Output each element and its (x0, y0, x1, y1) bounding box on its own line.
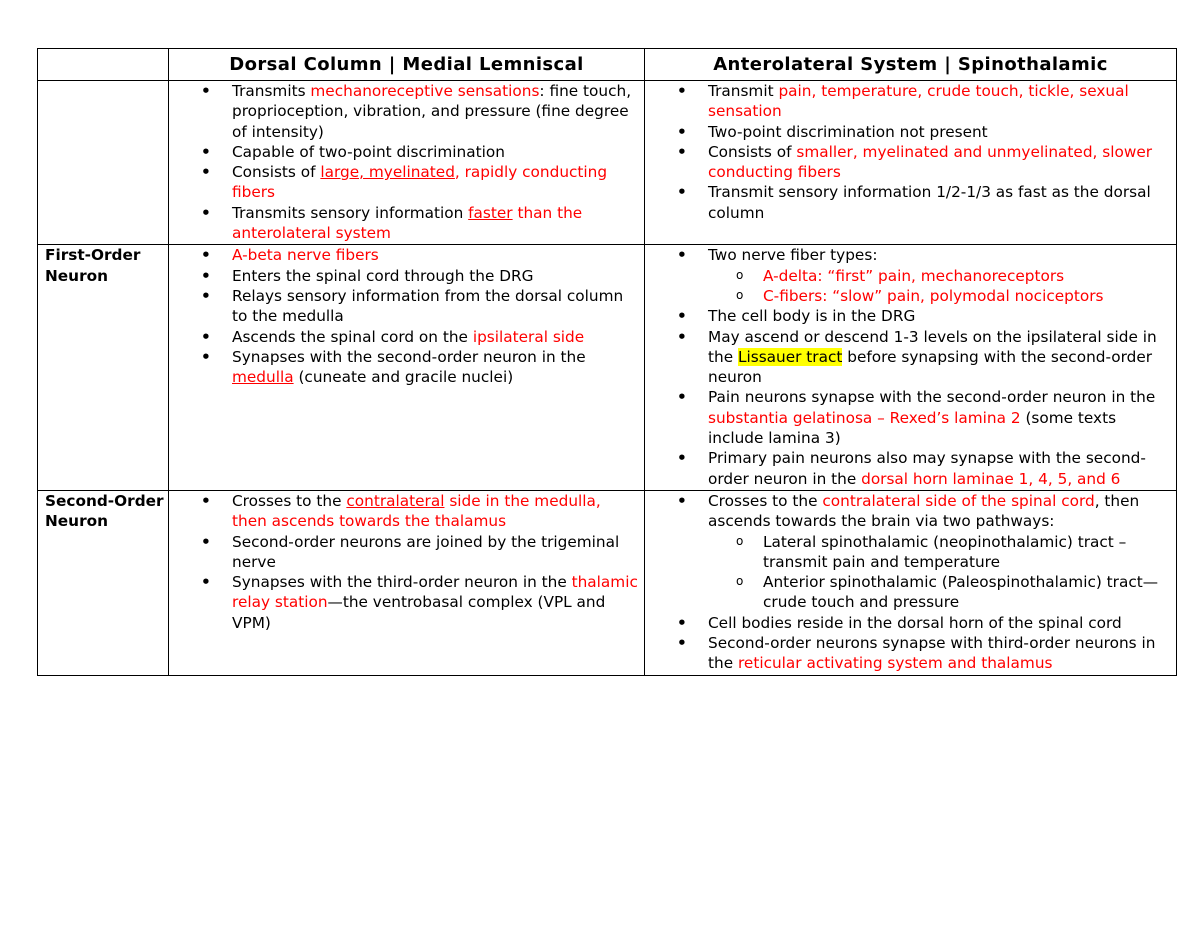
text-run: A-delta: “first” pain, mechanoreceptors (763, 266, 1065, 285)
text-run: (cuneate and gracile nuclei) (293, 368, 514, 387)
text-run: Transmit sensory information 1/2-1/3 as fast as the dorsal column (708, 183, 1151, 222)
antero-cell-overview (645, 81, 1177, 245)
dorsal-cell-second-order (169, 490, 645, 675)
bullet-item (653, 491, 1170, 613)
text-run: The cell body is in the DRG (708, 307, 916, 326)
text-run: Crosses to the (232, 491, 347, 510)
row-overview (38, 81, 1177, 245)
antero-cell-second-order (645, 490, 1177, 675)
bullet-item (177, 347, 638, 388)
bullet-item (653, 142, 1170, 183)
antero-list-second-order (653, 491, 1170, 674)
dorsal-list-second-order (177, 491, 638, 633)
text-run: : fine touch, proprioception, vibration, and pressure (fine degree of intensity) (232, 82, 632, 141)
text-run: Transmits (232, 82, 311, 100)
text-run: thalamic relay station (232, 573, 638, 612)
header-row (38, 49, 1177, 81)
text-run: Lateral spinothalamic (neopinothalamic) tract – transmit pain and temperature (763, 532, 1127, 571)
text-run: Cell bodies reside in the dorsal horn of the spinal cord (708, 613, 1122, 632)
bullet-item (177, 81, 638, 142)
row-second-order (38, 490, 1177, 675)
bullet-item (177, 266, 638, 286)
text-run: medulla (232, 368, 294, 387)
sub-bullet-list (708, 532, 1170, 613)
text-run: Second-order neurons synapse with third-order neurons in the (708, 634, 1156, 673)
row-label-overview (38, 81, 169, 245)
bullet-item (653, 327, 1170, 388)
comparison-table (37, 48, 1177, 676)
row-first-order (38, 245, 1177, 491)
bullet-item (177, 142, 638, 162)
text-run: Primary pain neurons also may synapse with the second-order neuron in the (708, 449, 1146, 488)
text-run: Two nerve fiber types: (708, 246, 878, 265)
bullet-item (177, 245, 638, 265)
text-run: substantia gelatinosa – Rexed’s lamina 2 (708, 408, 1021, 427)
bullet-item (177, 162, 638, 203)
text-run: , then ascends towards the brain via two pathways: (708, 491, 1140, 531)
sub-bullet-item (708, 266, 1170, 286)
text-run: Transmits sensory information (232, 203, 469, 222)
bullet-item (177, 532, 638, 573)
dorsal-cell-overview (169, 81, 645, 245)
text-run: Anterior spinothalamic (Paleospinothalamic) tract—crude touch and pressure (763, 573, 1159, 612)
text-run: side in the medulla, then ascends towards the thalamus (232, 491, 601, 531)
text-run: Enters the spinal cord through the DRG (232, 266, 534, 285)
bullet-item (653, 613, 1170, 633)
bullet-item (653, 448, 1170, 489)
text-run: ipsilateral side (472, 327, 585, 346)
text-run: Ascends the spinal cord on the (232, 327, 473, 346)
sub-bullet-item (708, 286, 1170, 306)
bullet-item (653, 182, 1170, 223)
dorsal-cell-first-order (169, 245, 645, 491)
text-run: than the anterolateral system (232, 203, 583, 243)
text-run: Transmit (708, 82, 779, 100)
text-run: dorsal horn laminae 1, 4, 5, and 6 (861, 469, 1121, 488)
sub-bullet-item (708, 572, 1170, 613)
text-run: Second-order neurons are joined by the trigeminal nerve (232, 532, 620, 571)
sub-bullet-item (708, 532, 1170, 573)
text-run: Synapses with the third-order neuron in the (232, 573, 572, 592)
text-run: smaller, myelinated and unmyelinated, slower conducting fibers (708, 142, 1153, 182)
text-run: May ascend or descend 1-3 levels on the ipsilateral side in the (708, 327, 1157, 366)
bullet-item (653, 245, 1170, 306)
bullet-item (653, 306, 1170, 326)
header-anterolateral-system: Anterolateral System | Spinothalamic (645, 49, 1177, 81)
text-run: C-fibers: “slow” pain, polymodal nociceptors (763, 286, 1104, 305)
text-run: Capable of two-point discrimination (232, 142, 505, 161)
antero-list-overview (653, 81, 1170, 223)
row-label-second-order: Second-Order Neuron (38, 490, 169, 675)
text-run: Relays sensory information from the dorsal column to the medulla (232, 286, 624, 326)
bullet-item (177, 203, 638, 244)
sub-bullet-list (708, 266, 1170, 307)
text-run: (some texts include lamina 3) (708, 408, 1117, 448)
text-run: contralateral side of the spinal cord (822, 491, 1095, 510)
bullet-item (177, 286, 638, 327)
text-run: Crosses to the (708, 491, 823, 510)
text-run: contralateral (346, 491, 445, 510)
text-run: reticular activating system and thalamus (737, 654, 1053, 673)
bullet-item (653, 387, 1170, 448)
dorsal-list-overview (177, 81, 638, 243)
text-run: —the ventrobasal complex (VPL and VPM) (232, 593, 606, 632)
text-run: mechanoreceptive sensations (310, 82, 540, 100)
text-run: Two-point discrimination not present (708, 122, 988, 141)
bullet-item (653, 633, 1170, 674)
text-run: Consists of (232, 163, 321, 182)
antero-cell-first-order (645, 245, 1177, 491)
text-run: faster (468, 203, 513, 222)
text-run: , rapidly conducting fibers (232, 163, 608, 202)
text-run: Synapses with the second-order neuron in the (232, 347, 586, 366)
header-empty-cell (38, 49, 169, 81)
text-run: Pain neurons synapse with the second-order neuron in the (708, 388, 1156, 407)
text-run: pain, temperature, crude touch, tickle, sexual sensation (708, 82, 1129, 121)
text-run: before synapsing with the second-order neuron (708, 347, 1153, 387)
bullet-item (177, 327, 638, 347)
bullet-item (177, 572, 638, 633)
dorsal-list-first-order (177, 245, 638, 387)
antero-list-first-order (653, 245, 1170, 489)
text-run: Consists of (708, 142, 797, 161)
bullet-item (653, 122, 1170, 142)
text-run: Lissauer tract (737, 347, 843, 366)
header-dorsal-column: Dorsal Column | Medial Lemniscal (169, 49, 645, 81)
text-run: A-beta nerve fibers (232, 246, 379, 265)
bullet-item (653, 81, 1170, 122)
bullet-item (177, 491, 638, 532)
text-run: large, myelinated (320, 163, 455, 182)
row-label-first-order: First-Order Neuron (38, 245, 169, 491)
